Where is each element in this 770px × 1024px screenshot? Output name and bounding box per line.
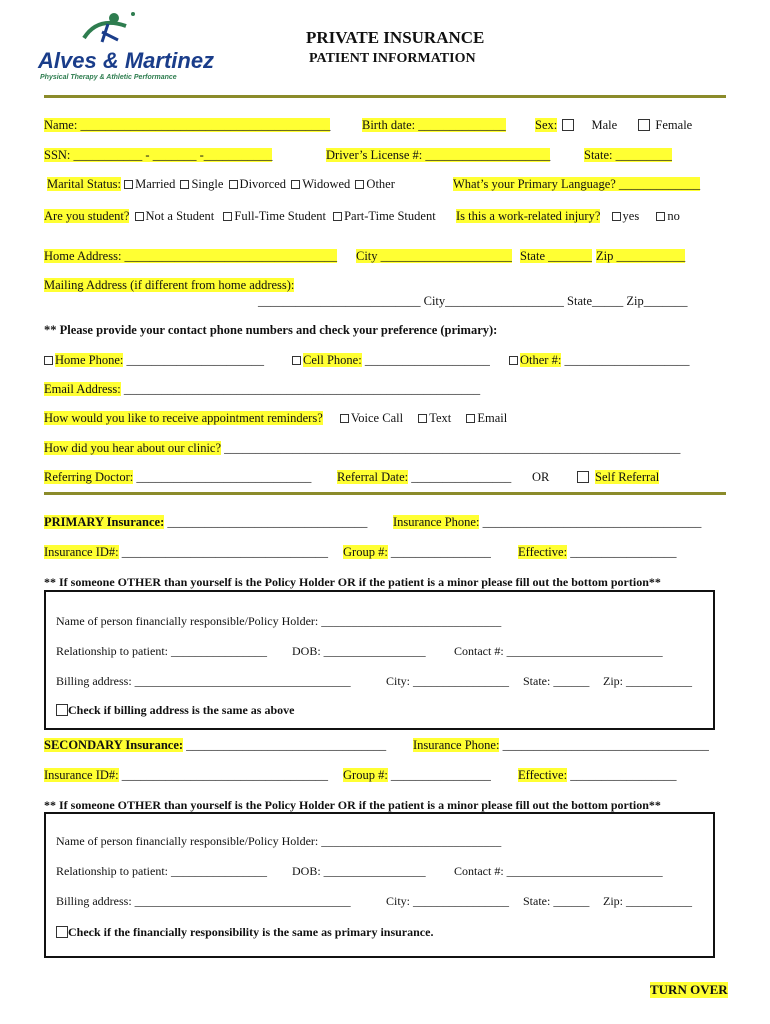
cell-phone-group[interactable] bbox=[292, 353, 490, 368]
male-label: Male bbox=[591, 118, 618, 132]
primary-group-number[interactable] bbox=[343, 545, 491, 560]
secondary-effective-input[interactable]: _________________ bbox=[570, 768, 677, 782]
page-subtitle: PATIENT INFORMATION bbox=[309, 51, 476, 66]
primary-phone-input[interactable]: ___________________________________ bbox=[482, 515, 702, 529]
athlete-icon bbox=[78, 10, 138, 48]
referral-date-group[interactable] bbox=[337, 470, 511, 485]
primary-policy-notice: ** If someone OTHER than yourself is the Policy Holder OR if the patient is a minor please fill out the bottom portion** bbox=[44, 575, 661, 589]
primary-billing-field[interactable]: Billing address: ____________________________________ bbox=[56, 674, 351, 688]
work-injury-yes-checkbox[interactable] bbox=[612, 212, 621, 221]
home-state-field[interactable]: State _______ bbox=[520, 249, 592, 263]
primary-language-field[interactable]: What’s your Primary Language? _____________ bbox=[453, 177, 701, 191]
same-billing-checkbox[interactable] bbox=[56, 704, 68, 716]
name-field[interactable]: Name: ________________________________________ bbox=[44, 118, 331, 132]
self-referral-group bbox=[577, 470, 659, 485]
divider-insurance bbox=[44, 492, 726, 495]
primary-id-input[interactable]: _________________________________ bbox=[121, 545, 328, 559]
cell-phone-label: Cell Phone: bbox=[303, 353, 362, 367]
secondary-responsible-field[interactable]: Name of person financially responsible/Policy Holder: ______________________________ bbox=[56, 834, 502, 848]
home-phone-group[interactable] bbox=[44, 353, 264, 368]
primary-effective-label: Effective: bbox=[518, 545, 568, 559]
cell-phone-checkbox[interactable] bbox=[292, 356, 301, 365]
primary-city-field[interactable]: City: ________________ bbox=[386, 674, 510, 688]
home-phone-label: Home Phone: bbox=[55, 353, 124, 367]
widowed-checkbox[interactable] bbox=[291, 180, 300, 189]
primary-contact-field[interactable]: Contact #: __________________________ bbox=[454, 644, 663, 658]
secondary-insurance-label: SECONDARY Insurance: bbox=[44, 738, 184, 752]
logo-tagline: Physical Therapy & Athletic Performance bbox=[40, 74, 177, 81]
clinic-logo bbox=[38, 10, 288, 85]
same-billing-label: Check if billing address is the same as above bbox=[68, 703, 295, 717]
same-responsibility-checkbox[interactable] bbox=[56, 926, 68, 938]
secondary-city-field[interactable]: City: ________________ bbox=[386, 894, 510, 908]
primary-phone-group[interactable] bbox=[393, 515, 701, 530]
secondary-phone-group[interactable] bbox=[413, 738, 709, 753]
referral-source-input[interactable]: _________________________________________________________________________ bbox=[224, 441, 681, 455]
or-label: OR bbox=[532, 470, 550, 484]
primary-effective-group[interactable] bbox=[518, 545, 676, 560]
yes-label: yes bbox=[622, 209, 640, 223]
primary-responsible-field[interactable]: Name of person financially responsible/Policy Holder: ______________________________ bbox=[56, 614, 502, 628]
primary-insurance-input[interactable]: ________________________________ bbox=[167, 515, 368, 529]
part-time-checkbox[interactable] bbox=[333, 212, 342, 221]
secondary-policy-notice: ** If someone OTHER than yourself is the Policy Holder OR if the patient is a minor please fill out the bottom portion** bbox=[44, 798, 661, 812]
email-reminder-checkbox[interactable] bbox=[466, 414, 475, 423]
ssn-field[interactable]: SSN: ___________ - _______ -___________ bbox=[44, 148, 273, 162]
primary-policy-holder-box bbox=[44, 590, 715, 730]
reminders-label: How would you like to receive appointment reminders? bbox=[44, 411, 323, 425]
home-zip-field[interactable]: Zip ___________ bbox=[596, 249, 686, 263]
primary-phone-label: Insurance Phone: bbox=[393, 515, 480, 529]
email-reminder-label: Email bbox=[477, 411, 508, 425]
email-label: Email Address: bbox=[44, 382, 121, 396]
student-status-group bbox=[44, 209, 436, 224]
other-phone-checkbox[interactable] bbox=[509, 356, 518, 365]
secondary-contact-field[interactable]: Contact #: __________________________ bbox=[454, 864, 663, 878]
self-referral-label: Self Referral bbox=[595, 470, 660, 484]
other-phone-group[interactable] bbox=[509, 353, 689, 368]
part-time-label: Part-Time Student bbox=[344, 209, 436, 223]
sex-label: Sex: bbox=[535, 118, 558, 132]
secondary-dob-field[interactable]: DOB: _________________ bbox=[292, 864, 426, 878]
text-label: Text bbox=[429, 411, 452, 425]
divider-top bbox=[44, 95, 726, 98]
single-label: Single bbox=[191, 177, 224, 191]
work-injury-question: Is this a work-related injury? bbox=[456, 209, 601, 223]
student-question: Are you student? bbox=[44, 209, 130, 223]
referral-date-label: Referral Date: bbox=[337, 470, 409, 484]
other-marital-checkbox[interactable] bbox=[355, 180, 364, 189]
mailing-address-label: Mailing Address (if different from home address): bbox=[44, 278, 295, 292]
female-label: Female bbox=[655, 118, 693, 132]
secondary-policy-holder-box bbox=[44, 812, 715, 958]
marital-status-group bbox=[47, 177, 395, 192]
voice-call-checkbox[interactable] bbox=[340, 414, 349, 423]
primary-dob-field[interactable]: DOB: _________________ bbox=[292, 644, 426, 658]
marital-status-label: Marital Status: bbox=[47, 177, 121, 191]
work-injury-group bbox=[456, 209, 680, 224]
secondary-group-input[interactable]: ________________ bbox=[390, 768, 491, 782]
married-label: Married bbox=[135, 177, 176, 191]
referring-doctor-input[interactable]: ____________________________ bbox=[136, 470, 312, 484]
primary-id-group[interactable] bbox=[44, 545, 328, 560]
primary-insurance-label: PRIMARY Insurance: bbox=[44, 515, 165, 529]
not-student-label: Not a Student bbox=[145, 209, 215, 223]
home-phone-checkbox[interactable] bbox=[44, 356, 53, 365]
married-checkbox[interactable] bbox=[124, 180, 133, 189]
secondary-zip-field[interactable]: Zip: ___________ bbox=[603, 894, 692, 908]
secondary-effective-label: Effective: bbox=[518, 768, 568, 782]
cell-phone-input[interactable]: ____________________ bbox=[364, 353, 490, 367]
single-checkbox[interactable] bbox=[180, 180, 189, 189]
other-phone-input[interactable]: ____________________ bbox=[564, 353, 690, 367]
referral-date-input[interactable]: ________________ bbox=[411, 470, 512, 484]
male-checkbox[interactable] bbox=[562, 119, 574, 131]
logo-name: Alves & Martinez bbox=[38, 48, 215, 73]
secondary-group-number[interactable] bbox=[343, 768, 491, 783]
referring-doctor-group[interactable] bbox=[44, 470, 311, 485]
phone-heading: ** Please provide your contact phone numbers and check your preference (primary): bbox=[44, 323, 498, 337]
home-city-field[interactable]: City _____________________ bbox=[356, 249, 512, 263]
primary-group-label: Group #: bbox=[343, 545, 388, 559]
primary-group-input[interactable]: ________________ bbox=[390, 545, 491, 559]
home-address-field[interactable]: Home Address: __________________________________ bbox=[44, 249, 338, 263]
primary-same-address-group bbox=[56, 703, 294, 718]
full-time-label: Full-Time Student bbox=[234, 209, 326, 223]
birth-date-field[interactable]: Birth date: ______________ bbox=[362, 118, 506, 132]
voice-call-label: Voice Call bbox=[350, 411, 404, 425]
primary-id-label: Insurance ID#: bbox=[44, 545, 119, 559]
self-referral-checkbox[interactable] bbox=[577, 471, 589, 483]
same-responsibility-label: Check if the financially responsibility is the same as primary insurance. bbox=[68, 925, 434, 939]
reminders-group bbox=[44, 411, 507, 426]
secondary-relationship-field[interactable]: Relationship to patient: ________________ bbox=[56, 864, 267, 878]
primary-insurance-group[interactable] bbox=[44, 515, 367, 530]
female-checkbox[interactable] bbox=[638, 119, 650, 131]
secondary-phone-input[interactable]: _________________________________ bbox=[502, 738, 709, 752]
divorced-label: Divorced bbox=[239, 177, 287, 191]
turn-over-label: TURN OVER bbox=[650, 982, 728, 997]
page-title: PRIVATE INSURANCE bbox=[306, 28, 485, 47]
primary-effective-input[interactable]: _________________ bbox=[570, 545, 677, 559]
referring-doctor-label: Referring Doctor: bbox=[44, 470, 134, 484]
referral-source-label: How did you hear about our clinic? bbox=[44, 441, 222, 455]
widowed-label: Widowed bbox=[302, 177, 351, 191]
secondary-id-input[interactable]: _________________________________ bbox=[121, 768, 328, 782]
primary-state-field[interactable]: State: ______ bbox=[523, 674, 590, 688]
no-label: no bbox=[667, 209, 680, 223]
primary-zip-field[interactable]: Zip: ___________ bbox=[603, 674, 692, 688]
drivers-license-field[interactable]: Driver’s License #: ____________________ bbox=[326, 148, 551, 162]
secondary-effective-group[interactable] bbox=[518, 768, 676, 783]
sex-field bbox=[535, 118, 692, 133]
secondary-billing-field[interactable]: Billing address: ____________________________________ bbox=[56, 894, 351, 908]
primary-relationship-field[interactable]: Relationship to patient: ________________ bbox=[56, 644, 267, 658]
license-state-field[interactable]: State: _________ bbox=[584, 148, 672, 162]
not-student-checkbox[interactable] bbox=[135, 212, 144, 221]
other-marital-label: Other bbox=[366, 177, 395, 191]
secondary-insurance-group[interactable] bbox=[44, 738, 386, 753]
home-phone-input[interactable]: ______________________ bbox=[126, 353, 265, 367]
other-phone-label: Other #: bbox=[520, 353, 562, 367]
secondary-state-field[interactable]: State: ______ bbox=[523, 894, 590, 908]
secondary-insurance-input[interactable]: ________________________________ bbox=[186, 738, 387, 752]
secondary-same-responsibility-group bbox=[56, 925, 433, 940]
referral-source-group[interactable] bbox=[44, 441, 680, 456]
full-time-checkbox[interactable] bbox=[223, 212, 232, 221]
email-input[interactable]: _________________________________________________________ bbox=[123, 382, 481, 396]
work-injury-no-checkbox[interactable] bbox=[656, 212, 665, 221]
secondary-group-label: Group #: bbox=[343, 768, 388, 782]
secondary-id-label: Insurance ID#: bbox=[44, 768, 119, 782]
secondary-phone-label: Insurance Phone: bbox=[413, 738, 500, 752]
divorced-checkbox[interactable] bbox=[229, 180, 238, 189]
text-checkbox[interactable] bbox=[418, 414, 427, 423]
secondary-id-group[interactable] bbox=[44, 768, 328, 783]
email-group[interactable] bbox=[44, 382, 480, 397]
mailing-address-field[interactable]: __________________________ City___________________ State_____ Zip_______ bbox=[258, 294, 688, 308]
